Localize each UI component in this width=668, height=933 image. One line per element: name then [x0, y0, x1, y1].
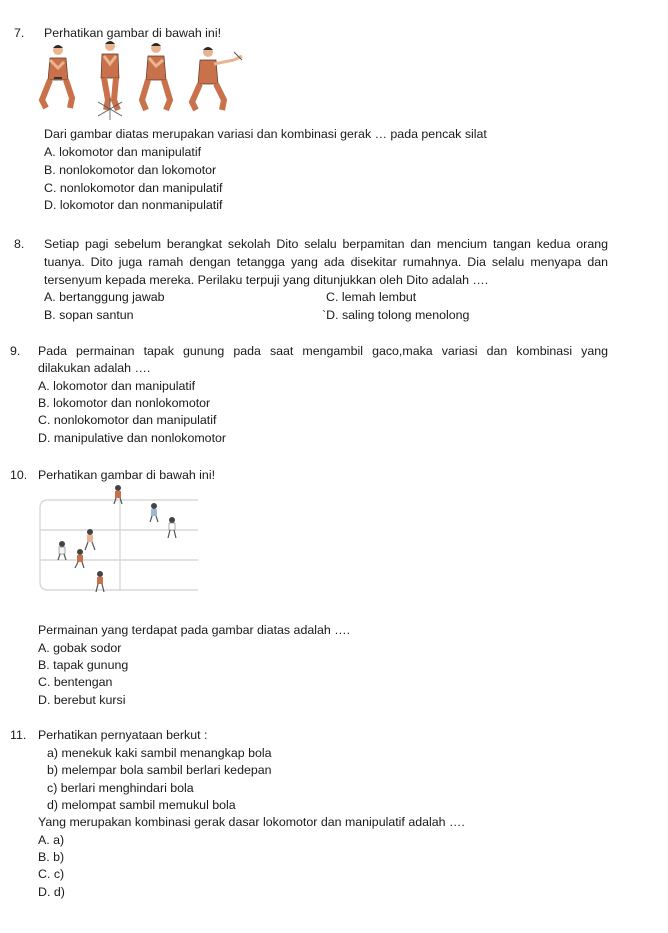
q11-statement-d: d) melompat sambil memukul bola — [47, 798, 236, 812]
q8-option-a: A. bertanggung jawab — [44, 290, 165, 304]
player-1 — [114, 485, 122, 504]
q7-option-b: B. nonlokomotor dan lokomotor — [44, 163, 217, 177]
q11-option-b: B. b) — [38, 850, 65, 864]
gobak-sodor-illustration — [38, 482, 200, 600]
q8-option-c: C. lemah lembut — [326, 290, 417, 304]
player-6 — [75, 549, 84, 568]
q8-option-d: `D. saling tolong menolong — [322, 308, 470, 322]
q8-number: 8. — [14, 237, 25, 251]
q7-option-d: D. lokomotor dan nonmanipulatif — [44, 198, 223, 212]
q9-line-2: dilakukan adalah …. — [38, 361, 151, 375]
q11-question: Yang merupakan kombinasi gerak dasar lokomotor dan manipulatif adalah …. — [38, 815, 465, 829]
silat-figure-1 — [42, 45, 72, 108]
q8-option-b: B. sopan santun — [44, 308, 134, 322]
q7-option-a: A. lokomotor dan manipulatif — [44, 145, 202, 159]
q11-option-a: A. a) — [38, 833, 65, 847]
q7-option-c: C. nonlokomotor dan manipulatif — [44, 181, 223, 195]
q11-prompt: Perhatikan pernyataan berkut : — [38, 728, 208, 742]
q10-option-d: D. berebut kursi — [38, 693, 126, 707]
silat-figure-3 — [142, 43, 170, 110]
q10-number: 10. — [10, 468, 28, 482]
q8-line-2: tuanya. Dito juga ramah dengan tetangga yang ada disekitar rumahnya. Dia selalu menyapa dan — [44, 255, 608, 269]
q11-statement-a: a) menekuk kaki sambil menangkap bola — [47, 746, 272, 760]
q10-option-a: A. gobak sodor — [38, 641, 122, 655]
q11-statement-b: b) melempar bola sambil berlari kedepan — [47, 763, 272, 777]
q8-line-1: Setiap pagi sebelum berangkat sekolah Dito selalu berpamitan dan mencium tangan kedua orang — [44, 237, 608, 251]
q9-number: 9. — [10, 344, 21, 358]
player-3 — [168, 517, 176, 538]
pencak-silat-illustration — [38, 38, 246, 124]
silat-figure-4 — [192, 47, 242, 110]
player-4 — [85, 529, 95, 550]
player-5 — [58, 541, 66, 560]
q10-option-c: C. bentengan — [38, 675, 113, 689]
q11-option-d: D. d) — [38, 885, 65, 899]
q10-question: Permainan yang terdapat pada gambar diatas adalah …. — [38, 623, 351, 637]
player-2 — [150, 503, 158, 522]
player-7 — [96, 571, 104, 592]
q11-number: 11. — [10, 728, 27, 742]
silat-figure-2 — [98, 41, 122, 120]
q9-option-b: B. lokomotor dan nonlokomotor — [38, 396, 211, 410]
q9-option-c: C. nonlokomotor dan manipulatif — [38, 413, 217, 427]
q7-number: 7. — [14, 26, 25, 40]
q7-question: Dari gambar diatas merupakan variasi dan kombinasi gerak … pada pencak silat — [44, 127, 487, 141]
q8-line-3: tersenyum kepada mereka. Perilaku terpuji yang ditunjukkan oleh Dito adalah …. — [44, 273, 489, 287]
q7-prompt: Perhatikan gambar di bawah ini! — [44, 26, 222, 40]
q9-line-1: Pada permainan tapak gunung pada saat mengambil gaco,maka variasi dan kombinasi yang — [38, 344, 608, 358]
q9-option-d: D. manipulative dan nonlokomotor — [38, 431, 227, 445]
q11-statement-c: c) berlari menghindari bola — [47, 781, 194, 795]
q11-option-c: C. c) — [38, 867, 65, 881]
q10-prompt: Perhatikan gambar di bawah ini! — [38, 468, 216, 482]
q10-option-b: B. tapak gunung — [38, 658, 129, 672]
q9-option-a: A. lokomotor dan manipulatif — [38, 379, 196, 393]
